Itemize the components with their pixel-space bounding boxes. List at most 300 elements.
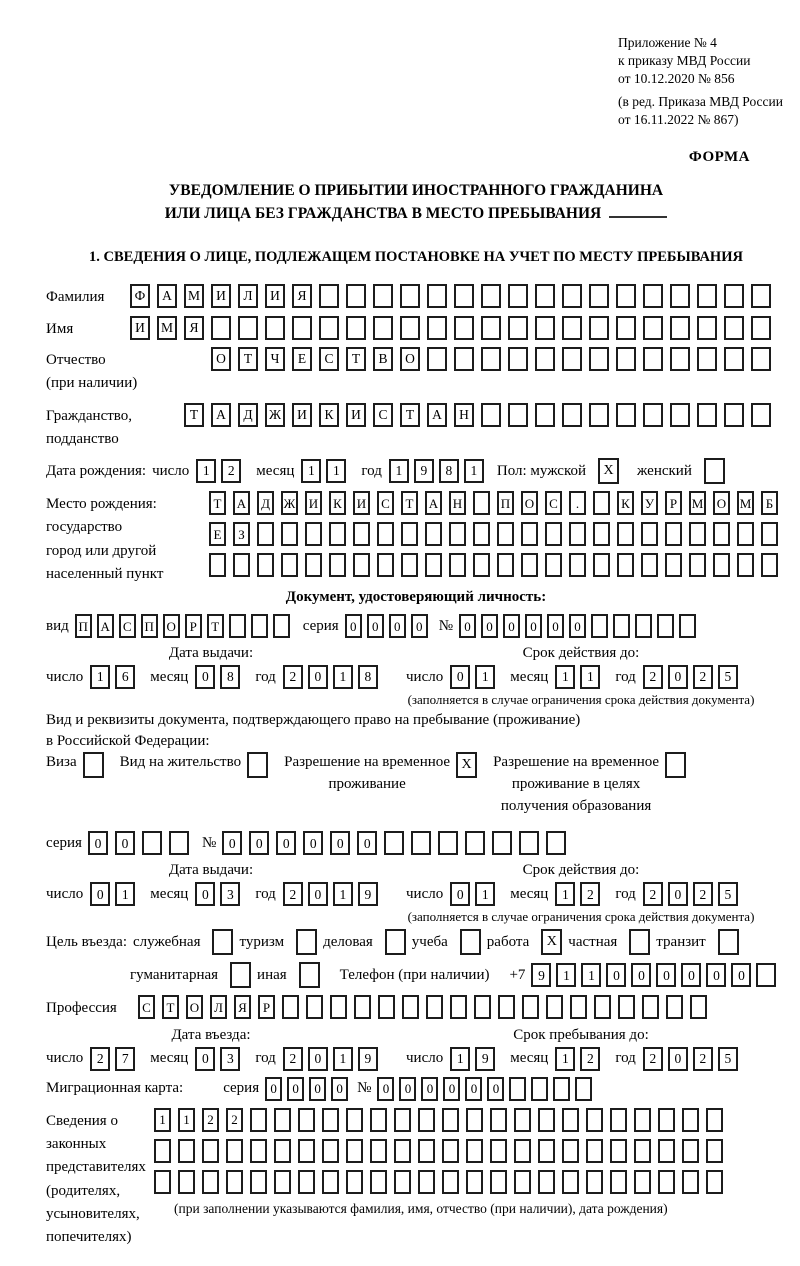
char-cell[interactable] xyxy=(761,522,778,546)
char-cell[interactable] xyxy=(634,1108,651,1132)
char-cell[interactable] xyxy=(519,831,539,855)
char-cell[interactable] xyxy=(591,614,608,638)
char-cell[interactable] xyxy=(425,522,442,546)
date-cell[interactable]: 0 xyxy=(308,665,328,689)
char-cell[interactable]: О xyxy=(713,491,730,515)
date-cell[interactable]: 1 xyxy=(115,882,135,906)
date-cell[interactable]: 1 xyxy=(555,1047,575,1071)
char-cell[interactable] xyxy=(154,1139,171,1163)
char-cell[interactable]: У xyxy=(641,491,658,515)
char-cell[interactable]: З xyxy=(233,522,250,546)
char-cell[interactable] xyxy=(442,1108,459,1132)
char-cell[interactable] xyxy=(481,284,501,308)
date-cell[interactable]: 7 xyxy=(115,1047,135,1071)
char-cell[interactable] xyxy=(586,1139,603,1163)
char-cell[interactable]: 0 xyxy=(569,614,586,638)
char-cell[interactable] xyxy=(713,522,730,546)
char-cell[interactable] xyxy=(319,284,339,308)
char-cell[interactable]: 0 xyxy=(345,614,362,638)
char-cell[interactable] xyxy=(400,284,420,308)
char-cell[interactable] xyxy=(641,522,658,546)
char-cell[interactable] xyxy=(751,347,771,371)
purpose-commercial-checkbox[interactable] xyxy=(385,929,406,955)
char-cell[interactable] xyxy=(562,347,582,371)
char-cell[interactable]: Т xyxy=(238,347,258,371)
char-cell[interactable] xyxy=(670,316,690,340)
char-cell[interactable]: М xyxy=(184,284,204,308)
char-cell[interactable]: Ж xyxy=(281,491,298,515)
date-cell[interactable]: 0 xyxy=(308,1047,328,1071)
char-cell[interactable] xyxy=(402,995,419,1019)
char-cell[interactable] xyxy=(521,522,538,546)
char-cell[interactable] xyxy=(589,316,609,340)
date-cell[interactable]: 9 xyxy=(358,882,378,906)
char-cell[interactable] xyxy=(178,1170,195,1194)
date-cell[interactable]: 9 xyxy=(475,1047,495,1071)
char-cell[interactable]: 0 xyxy=(525,614,542,638)
date-cell[interactable]: 1 xyxy=(389,459,409,483)
purpose-study-checkbox[interactable] xyxy=(460,929,481,955)
char-cell[interactable]: П xyxy=(497,491,514,515)
char-cell[interactable] xyxy=(281,522,298,546)
date-cell[interactable]: 0 xyxy=(668,665,688,689)
date-cell[interactable]: 0 xyxy=(195,1047,215,1071)
char-cell[interactable] xyxy=(751,284,771,308)
date-cell[interactable]: 1 xyxy=(555,665,575,689)
char-cell[interactable] xyxy=(454,284,474,308)
char-cell[interactable] xyxy=(466,1139,483,1163)
char-cell[interactable]: С xyxy=(138,995,155,1019)
char-cell[interactable]: Т xyxy=(162,995,179,1019)
char-cell[interactable]: И xyxy=(211,284,231,308)
char-cell[interactable]: Е xyxy=(209,522,226,546)
char-cell[interactable] xyxy=(670,403,690,427)
date-cell[interactable]: 1 xyxy=(464,459,484,483)
char-cell[interactable] xyxy=(562,403,582,427)
char-cell[interactable] xyxy=(613,614,630,638)
char-cell[interactable] xyxy=(546,995,563,1019)
char-cell[interactable] xyxy=(449,522,466,546)
char-cell[interactable] xyxy=(697,284,717,308)
temporary-permit-checkbox[interactable]: X xyxy=(456,752,477,778)
char-cell[interactable] xyxy=(411,831,431,855)
char-cell[interactable] xyxy=(481,403,501,427)
date-cell[interactable]: 2 xyxy=(221,459,241,483)
char-cell[interactable] xyxy=(706,1108,723,1132)
char-cell[interactable]: П xyxy=(141,614,158,638)
char-cell[interactable]: Л xyxy=(210,995,227,1019)
char-cell[interactable] xyxy=(509,1077,526,1101)
char-cell[interactable]: Н xyxy=(454,403,474,427)
char-cell[interactable] xyxy=(679,614,696,638)
char-cell[interactable] xyxy=(354,995,371,1019)
char-cell[interactable]: О xyxy=(163,614,180,638)
char-cell[interactable] xyxy=(281,553,298,577)
char-cell[interactable] xyxy=(658,1139,675,1163)
char-cell[interactable]: А xyxy=(427,403,447,427)
char-cell[interactable] xyxy=(346,284,366,308)
char-cell[interactable]: Р xyxy=(665,491,682,515)
char-cell[interactable] xyxy=(490,1170,507,1194)
char-cell[interactable]: С xyxy=(377,491,394,515)
char-cell[interactable] xyxy=(508,403,528,427)
char-cell[interactable]: Л xyxy=(238,284,258,308)
sex-male-checkbox[interactable]: X xyxy=(598,458,619,484)
char-cell[interactable]: И xyxy=(265,284,285,308)
char-cell[interactable]: К xyxy=(329,491,346,515)
char-cell[interactable] xyxy=(657,614,674,638)
char-cell[interactable] xyxy=(724,347,744,371)
purpose-private-checkbox[interactable] xyxy=(629,929,650,955)
char-cell[interactable] xyxy=(593,553,610,577)
date-cell[interactable]: 2 xyxy=(580,882,600,906)
date-cell[interactable]: 2 xyxy=(643,882,663,906)
date-cell[interactable]: 2 xyxy=(643,1047,663,1071)
char-cell[interactable] xyxy=(713,553,730,577)
char-cell[interactable] xyxy=(322,1139,339,1163)
char-cell[interactable]: Т xyxy=(400,403,420,427)
char-cell[interactable] xyxy=(473,522,490,546)
char-cell[interactable]: 0 xyxy=(88,831,108,855)
date-cell[interactable]: 1 xyxy=(555,882,575,906)
char-cell[interactable]: 0 xyxy=(377,1077,394,1101)
sex-female-checkbox[interactable] xyxy=(704,458,725,484)
char-cell[interactable] xyxy=(737,553,754,577)
char-cell[interactable] xyxy=(202,1170,219,1194)
char-cell[interactable] xyxy=(292,316,312,340)
char-cell[interactable]: А xyxy=(97,614,114,638)
char-cell[interactable] xyxy=(400,316,420,340)
date-cell[interactable]: 9 xyxy=(358,1047,378,1071)
char-cell[interactable] xyxy=(373,316,393,340)
char-cell[interactable] xyxy=(697,316,717,340)
char-cell[interactable] xyxy=(617,553,634,577)
char-cell[interactable]: 0 xyxy=(389,614,406,638)
char-cell[interactable]: 0 xyxy=(443,1077,460,1101)
char-cell[interactable] xyxy=(449,553,466,577)
char-cell[interactable]: 0 xyxy=(656,963,676,987)
char-cell[interactable] xyxy=(346,1108,363,1132)
char-cell[interactable]: 0 xyxy=(331,1077,348,1101)
char-cell[interactable] xyxy=(634,1170,651,1194)
char-cell[interactable] xyxy=(473,553,490,577)
char-cell[interactable] xyxy=(569,553,586,577)
char-cell[interactable] xyxy=(642,995,659,1019)
char-cell[interactable]: 0 xyxy=(357,831,377,855)
char-cell[interactable] xyxy=(438,831,458,855)
char-cell[interactable] xyxy=(353,553,370,577)
char-cell[interactable]: 0 xyxy=(547,614,564,638)
char-cell[interactable] xyxy=(394,1139,411,1163)
char-cell[interactable] xyxy=(377,553,394,577)
char-cell[interactable] xyxy=(370,1108,387,1132)
char-cell[interactable] xyxy=(522,995,539,1019)
char-cell[interactable]: 0 xyxy=(421,1077,438,1101)
char-cell[interactable] xyxy=(508,284,528,308)
char-cell[interactable]: В xyxy=(373,347,393,371)
char-cell[interactable] xyxy=(330,995,347,1019)
char-cell[interactable] xyxy=(497,553,514,577)
char-cell[interactable] xyxy=(569,522,586,546)
char-cell[interactable]: И xyxy=(346,403,366,427)
char-cell[interactable] xyxy=(724,316,744,340)
char-cell[interactable] xyxy=(490,1108,507,1132)
char-cell[interactable]: Т xyxy=(184,403,204,427)
char-cell[interactable] xyxy=(274,1108,291,1132)
char-cell[interactable] xyxy=(641,553,658,577)
char-cell[interactable] xyxy=(643,347,663,371)
char-cell[interactable] xyxy=(535,347,555,371)
char-cell[interactable] xyxy=(370,1139,387,1163)
char-cell[interactable] xyxy=(706,1170,723,1194)
char-cell[interactable] xyxy=(497,522,514,546)
char-cell[interactable] xyxy=(545,553,562,577)
date-cell[interactable]: 1 xyxy=(326,459,346,483)
char-cell[interactable] xyxy=(454,316,474,340)
char-cell[interactable]: 9 xyxy=(531,963,551,987)
char-cell[interactable] xyxy=(553,1077,570,1101)
char-cell[interactable] xyxy=(394,1170,411,1194)
date-cell[interactable]: 2 xyxy=(90,1047,110,1071)
char-cell[interactable] xyxy=(562,1139,579,1163)
char-cell[interactable] xyxy=(643,284,663,308)
char-cell[interactable] xyxy=(209,553,226,577)
char-cell[interactable] xyxy=(426,995,443,1019)
char-cell[interactable]: Н xyxy=(449,491,466,515)
char-cell[interactable] xyxy=(545,522,562,546)
char-cell[interactable]: 1 xyxy=(556,963,576,987)
char-cell[interactable] xyxy=(737,522,754,546)
char-cell[interactable]: К xyxy=(319,403,339,427)
char-cell[interactable]: 0 xyxy=(222,831,242,855)
char-cell[interactable]: 1 xyxy=(178,1108,195,1132)
char-cell[interactable] xyxy=(751,316,771,340)
date-cell[interactable]: 1 xyxy=(475,882,495,906)
residence-permit-checkbox[interactable] xyxy=(247,752,268,778)
char-cell[interactable]: 0 xyxy=(303,831,323,855)
char-cell[interactable] xyxy=(425,553,442,577)
char-cell[interactable] xyxy=(538,1139,555,1163)
char-cell[interactable] xyxy=(282,995,299,1019)
date-cell[interactable]: 1 xyxy=(450,1047,470,1071)
char-cell[interactable] xyxy=(226,1139,243,1163)
purpose-work-checkbox[interactable]: X xyxy=(541,929,562,955)
char-cell[interactable]: 0 xyxy=(287,1077,304,1101)
char-cell[interactable]: 0 xyxy=(276,831,296,855)
char-cell[interactable] xyxy=(250,1108,267,1132)
char-cell[interactable] xyxy=(635,614,652,638)
char-cell[interactable]: Б xyxy=(761,491,778,515)
char-cell[interactable] xyxy=(682,1170,699,1194)
char-cell[interactable] xyxy=(169,831,189,855)
char-cell[interactable] xyxy=(454,347,474,371)
char-cell[interactable] xyxy=(265,316,285,340)
char-cell[interactable] xyxy=(593,491,610,515)
date-cell[interactable]: 9 xyxy=(414,459,434,483)
char-cell[interactable] xyxy=(589,284,609,308)
char-cell[interactable] xyxy=(466,1108,483,1132)
char-cell[interactable]: 1 xyxy=(154,1108,171,1132)
char-cell[interactable] xyxy=(689,522,706,546)
char-cell[interactable] xyxy=(666,995,683,1019)
char-cell[interactable]: И xyxy=(353,491,370,515)
char-cell[interactable] xyxy=(570,995,587,1019)
char-cell[interactable] xyxy=(514,1108,531,1132)
char-cell[interactable] xyxy=(394,1108,411,1132)
char-cell[interactable]: 0 xyxy=(399,1077,416,1101)
char-cell[interactable]: 0 xyxy=(330,831,350,855)
char-cell[interactable] xyxy=(418,1170,435,1194)
char-cell[interactable]: А xyxy=(425,491,442,515)
char-cell[interactable] xyxy=(298,1170,315,1194)
char-cell[interactable] xyxy=(682,1139,699,1163)
date-cell[interactable]: 6 xyxy=(115,665,135,689)
char-cell[interactable]: 0 xyxy=(459,614,476,638)
char-cell[interactable] xyxy=(305,522,322,546)
purpose-transit-checkbox[interactable] xyxy=(718,929,739,955)
char-cell[interactable]: 0 xyxy=(309,1077,326,1101)
char-cell[interactable] xyxy=(531,1077,548,1101)
char-cell[interactable] xyxy=(575,1077,592,1101)
date-cell[interactable]: 2 xyxy=(693,882,713,906)
char-cell[interactable] xyxy=(384,831,404,855)
char-cell[interactable] xyxy=(617,522,634,546)
date-cell[interactable]: 8 xyxy=(220,665,240,689)
char-cell[interactable] xyxy=(257,553,274,577)
date-cell[interactable]: 0 xyxy=(308,882,328,906)
char-cell[interactable]: И xyxy=(130,316,150,340)
char-cell[interactable] xyxy=(251,614,268,638)
char-cell[interactable] xyxy=(377,522,394,546)
char-cell[interactable] xyxy=(761,553,778,577)
char-cell[interactable]: 0 xyxy=(411,614,428,638)
char-cell[interactable] xyxy=(514,1139,531,1163)
date-cell[interactable]: 0 xyxy=(450,882,470,906)
date-cell[interactable]: 5 xyxy=(718,1047,738,1071)
char-cell[interactable] xyxy=(353,522,370,546)
purpose-business-checkbox[interactable] xyxy=(212,929,233,955)
char-cell[interactable] xyxy=(508,316,528,340)
char-cell[interactable]: Ж xyxy=(265,403,285,427)
char-cell[interactable] xyxy=(538,1108,555,1132)
purpose-other-checkbox[interactable] xyxy=(299,962,320,988)
char-cell[interactable]: Я xyxy=(184,316,204,340)
char-cell[interactable] xyxy=(538,1170,555,1194)
char-cell[interactable] xyxy=(298,1139,315,1163)
char-cell[interactable] xyxy=(546,831,566,855)
date-cell[interactable]: 0 xyxy=(90,882,110,906)
char-cell[interactable] xyxy=(508,347,528,371)
char-cell[interactable] xyxy=(319,316,339,340)
date-cell[interactable]: 2 xyxy=(693,665,713,689)
char-cell[interactable]: И xyxy=(305,491,322,515)
date-cell[interactable]: 2 xyxy=(693,1047,713,1071)
char-cell[interactable]: Д xyxy=(257,491,274,515)
char-cell[interactable] xyxy=(616,347,636,371)
char-cell[interactable] xyxy=(418,1139,435,1163)
char-cell[interactable] xyxy=(665,553,682,577)
char-cell[interactable] xyxy=(562,1108,579,1132)
date-cell[interactable]: 2 xyxy=(283,665,303,689)
char-cell[interactable] xyxy=(562,284,582,308)
purpose-humanitarian-checkbox[interactable] xyxy=(230,962,251,988)
char-cell[interactable]: Т xyxy=(207,614,224,638)
date-cell[interactable]: 8 xyxy=(439,459,459,483)
char-cell[interactable] xyxy=(643,403,663,427)
char-cell[interactable] xyxy=(346,316,366,340)
char-cell[interactable] xyxy=(593,522,610,546)
char-cell[interactable]: О xyxy=(186,995,203,1019)
char-cell[interactable] xyxy=(586,1170,603,1194)
char-cell[interactable] xyxy=(498,995,515,1019)
char-cell[interactable] xyxy=(226,1170,243,1194)
char-cell[interactable] xyxy=(535,284,555,308)
char-cell[interactable] xyxy=(535,316,555,340)
char-cell[interactable]: И xyxy=(292,403,312,427)
char-cell[interactable]: Т xyxy=(346,347,366,371)
char-cell[interactable]: О xyxy=(521,491,538,515)
char-cell[interactable]: А xyxy=(211,403,231,427)
char-cell[interactable] xyxy=(690,995,707,1019)
char-cell[interactable]: 0 xyxy=(249,831,269,855)
char-cell[interactable]: 0 xyxy=(606,963,626,987)
char-cell[interactable] xyxy=(442,1139,459,1163)
char-cell[interactable] xyxy=(481,347,501,371)
char-cell[interactable] xyxy=(346,1139,363,1163)
char-cell[interactable] xyxy=(373,284,393,308)
char-cell[interactable] xyxy=(305,553,322,577)
char-cell[interactable] xyxy=(378,995,395,1019)
education-permit-checkbox[interactable] xyxy=(665,752,686,778)
char-cell[interactable] xyxy=(211,316,231,340)
date-cell[interactable]: 3 xyxy=(220,882,240,906)
char-cell[interactable] xyxy=(751,403,771,427)
char-cell[interactable] xyxy=(618,995,635,1019)
char-cell[interactable] xyxy=(610,1139,627,1163)
char-cell[interactable]: 0 xyxy=(731,963,751,987)
char-cell[interactable]: А xyxy=(157,284,177,308)
char-cell[interactable] xyxy=(589,403,609,427)
char-cell[interactable]: 0 xyxy=(481,614,498,638)
char-cell[interactable] xyxy=(427,347,447,371)
date-cell[interactable]: 1 xyxy=(333,1047,353,1071)
char-cell[interactable]: М xyxy=(689,491,706,515)
char-cell[interactable] xyxy=(322,1108,339,1132)
char-cell[interactable] xyxy=(643,316,663,340)
char-cell[interactable] xyxy=(670,284,690,308)
date-cell[interactable]: 1 xyxy=(475,665,495,689)
date-cell[interactable]: 5 xyxy=(718,882,738,906)
char-cell[interactable]: 0 xyxy=(367,614,384,638)
char-cell[interactable] xyxy=(427,316,447,340)
char-cell[interactable] xyxy=(658,1108,675,1132)
char-cell[interactable]: С xyxy=(545,491,562,515)
date-cell[interactable]: 3 xyxy=(220,1047,240,1071)
char-cell[interactable]: Ч xyxy=(265,347,285,371)
char-cell[interactable]: 0 xyxy=(631,963,651,987)
char-cell[interactable] xyxy=(202,1139,219,1163)
char-cell[interactable]: А xyxy=(233,491,250,515)
char-cell[interactable] xyxy=(442,1170,459,1194)
char-cell[interactable]: Я xyxy=(292,284,312,308)
char-cell[interactable] xyxy=(616,403,636,427)
date-cell[interactable]: 1 xyxy=(196,459,216,483)
char-cell[interactable] xyxy=(665,522,682,546)
date-cell[interactable]: 2 xyxy=(643,665,663,689)
char-cell[interactable]: Д xyxy=(238,403,258,427)
char-cell[interactable] xyxy=(594,995,611,1019)
char-cell[interactable] xyxy=(229,614,246,638)
